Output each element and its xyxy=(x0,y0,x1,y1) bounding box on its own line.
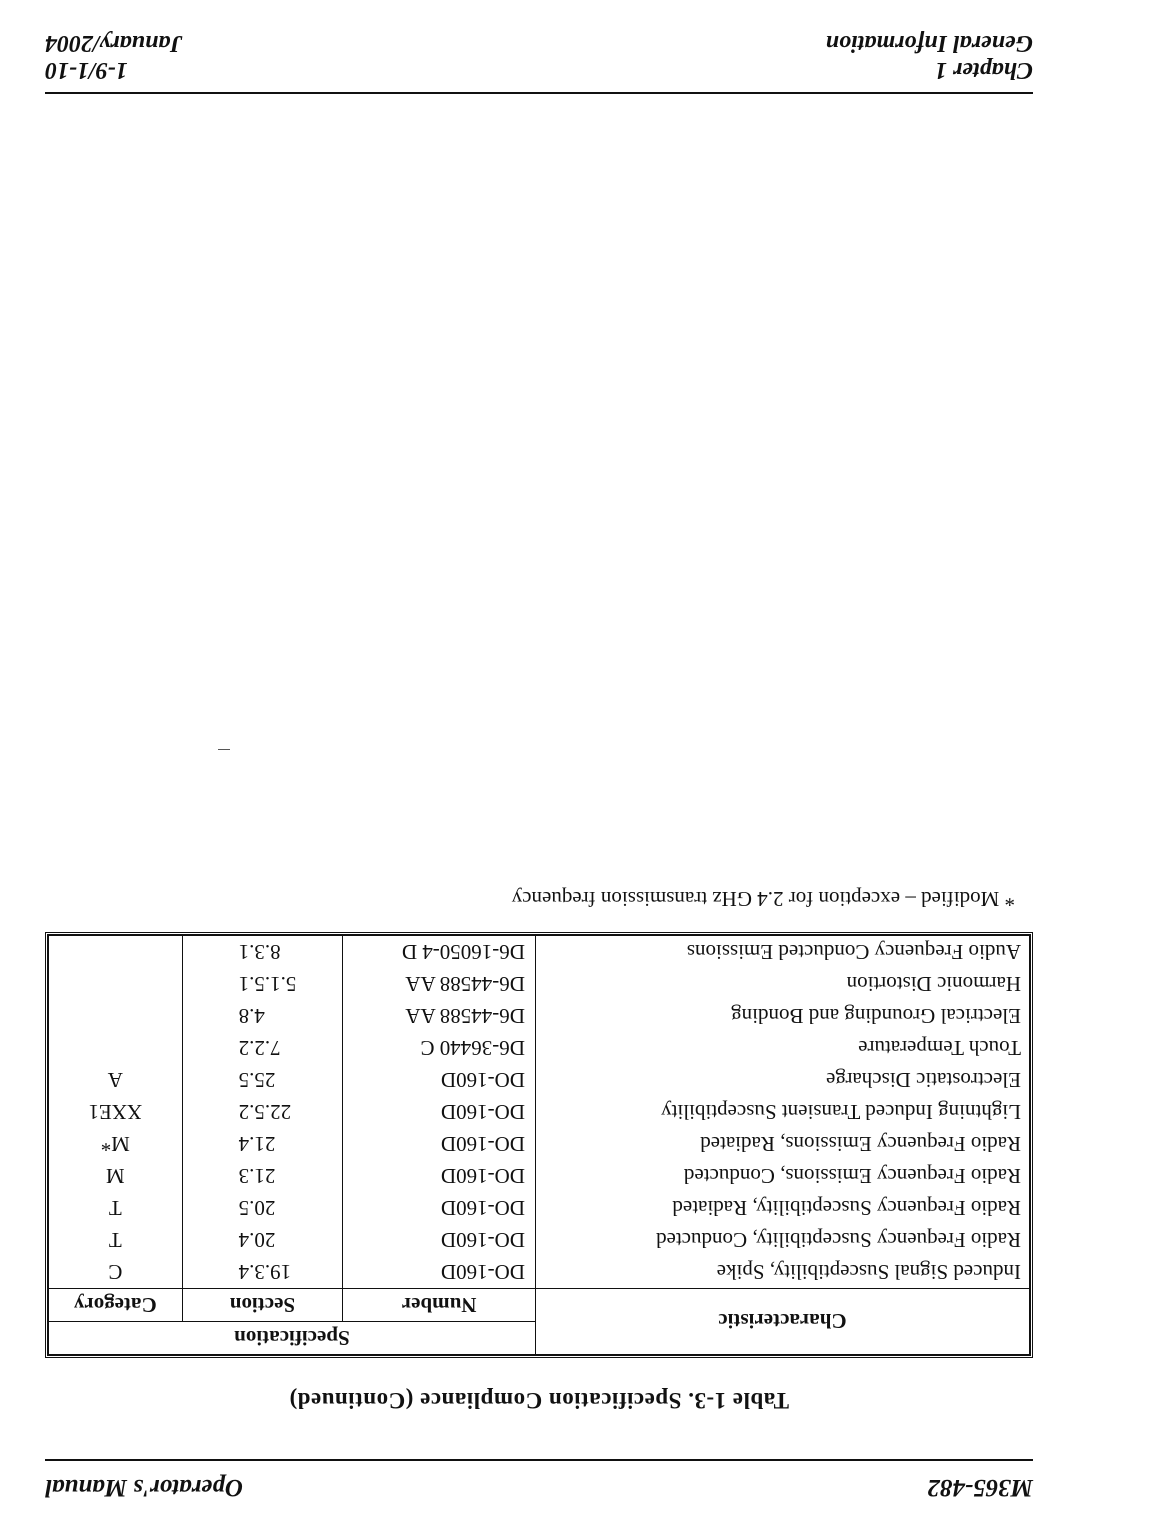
cell-category: T xyxy=(49,1224,183,1256)
table-row xyxy=(49,968,1030,1000)
cell-number: DO-160D xyxy=(343,1128,536,1160)
table-row xyxy=(49,1096,1030,1128)
cell-section: 5.1.5.1 xyxy=(182,968,343,1000)
cell-category xyxy=(49,936,183,969)
manual-title: Operator's Manual xyxy=(45,1474,243,1501)
cell-number: DO-160D xyxy=(343,1256,536,1289)
cell-category: A xyxy=(49,1064,183,1096)
cell-category xyxy=(49,1032,183,1064)
cell-category: M xyxy=(49,1160,183,1192)
table-row xyxy=(49,1160,1030,1192)
table-row xyxy=(49,1224,1030,1256)
cell-number: DO-160D xyxy=(343,1096,536,1128)
cell-number: D6-44588 AA xyxy=(343,968,536,1000)
cell-number: DO-160D xyxy=(343,1160,536,1192)
chapter-label: Chapter 1 xyxy=(934,57,1033,83)
table-caption: Table 1-3. Specification Compliance (Continued) xyxy=(289,1388,789,1413)
cell-category: C xyxy=(49,1256,183,1289)
column-header-category: Category xyxy=(49,1289,183,1322)
document-number: M365-482 xyxy=(927,1474,1033,1501)
cell-characteristic: Audio Frequency Conducted Emissions xyxy=(535,936,1029,969)
cell-characteristic: Electrostatic Discharge xyxy=(535,1064,1029,1096)
table-row xyxy=(49,1256,1030,1289)
scan-speck xyxy=(218,749,230,750)
cell-category: T xyxy=(49,1192,183,1224)
page-number: 1-9/1-10 xyxy=(45,57,128,83)
cell-number: D6-44588 AA xyxy=(343,1000,536,1032)
table-row xyxy=(49,1128,1030,1160)
group-header-specification: Specification xyxy=(49,1322,536,1355)
cell-section: 20.5 xyxy=(182,1192,343,1224)
cell-category xyxy=(49,1000,183,1032)
cell-section: 7.2.2 xyxy=(182,1032,343,1064)
cell-section: 19.3.4 xyxy=(182,1256,343,1289)
revision-date: January/2004 xyxy=(45,30,183,56)
cell-section: 21.4 xyxy=(182,1128,343,1160)
column-header-section: Section xyxy=(182,1289,343,1322)
cell-category: XXE1 xyxy=(49,1096,183,1128)
cell-section: 25.5 xyxy=(182,1064,343,1096)
cell-characteristic: Electrical Grounding and Bonding xyxy=(535,1000,1029,1032)
cell-category: M* xyxy=(49,1128,183,1160)
compliance-table-frame xyxy=(45,932,1033,1358)
cell-characteristic: Radio Frequency Emissions, Radiated xyxy=(535,1128,1029,1160)
table-footnote: * Modified – exception for 2.4 GHz transmission frequency xyxy=(511,887,1015,911)
column-header-number: Number xyxy=(343,1289,536,1322)
cell-characteristic: Induced Signal Susceptibility, Spike xyxy=(535,1256,1029,1289)
cell-section: 20.4 xyxy=(182,1224,343,1256)
table-row xyxy=(49,936,1030,969)
cell-characteristic: Radio Frequency Susceptibility, Conducted xyxy=(535,1224,1029,1256)
cell-characteristic: Touch Temperature xyxy=(535,1032,1029,1064)
cell-section: 8.3.1 xyxy=(182,936,343,969)
cell-characteristic: Radio Frequency Susceptibility, Radiated xyxy=(535,1192,1029,1224)
cell-number: D6-36440 C xyxy=(343,1032,536,1064)
table-row xyxy=(49,1000,1030,1032)
table-row xyxy=(49,1192,1030,1224)
compliance-table xyxy=(48,935,1030,1355)
cell-section: 21.3 xyxy=(182,1160,343,1192)
cell-number: DO-160D xyxy=(343,1192,536,1224)
cell-number: DO-160D xyxy=(343,1224,536,1256)
header-rule xyxy=(45,1459,1033,1461)
chapter-info xyxy=(826,29,1033,83)
chapter-title: General Information xyxy=(825,30,1033,56)
cell-section: 22.5.2 xyxy=(182,1096,343,1128)
page-info xyxy=(45,29,182,83)
table-row xyxy=(49,1064,1030,1096)
cell-characteristic: Harmonic Distortion xyxy=(535,968,1029,1000)
cell-characteristic: Lightning Induced Transient Susceptibility xyxy=(535,1096,1029,1128)
cell-characteristic: Radio Frequency Emissions, Conducted xyxy=(535,1160,1029,1192)
cell-number: D6-16050-4 D xyxy=(343,936,536,969)
table-row xyxy=(49,1032,1030,1064)
cell-number: DO-160D xyxy=(343,1064,536,1096)
cell-section: 4.8 xyxy=(182,1000,343,1032)
footer-rule xyxy=(45,92,1033,94)
cell-category xyxy=(49,968,183,1000)
column-header-characteristic: Characteristic xyxy=(535,1289,1029,1355)
